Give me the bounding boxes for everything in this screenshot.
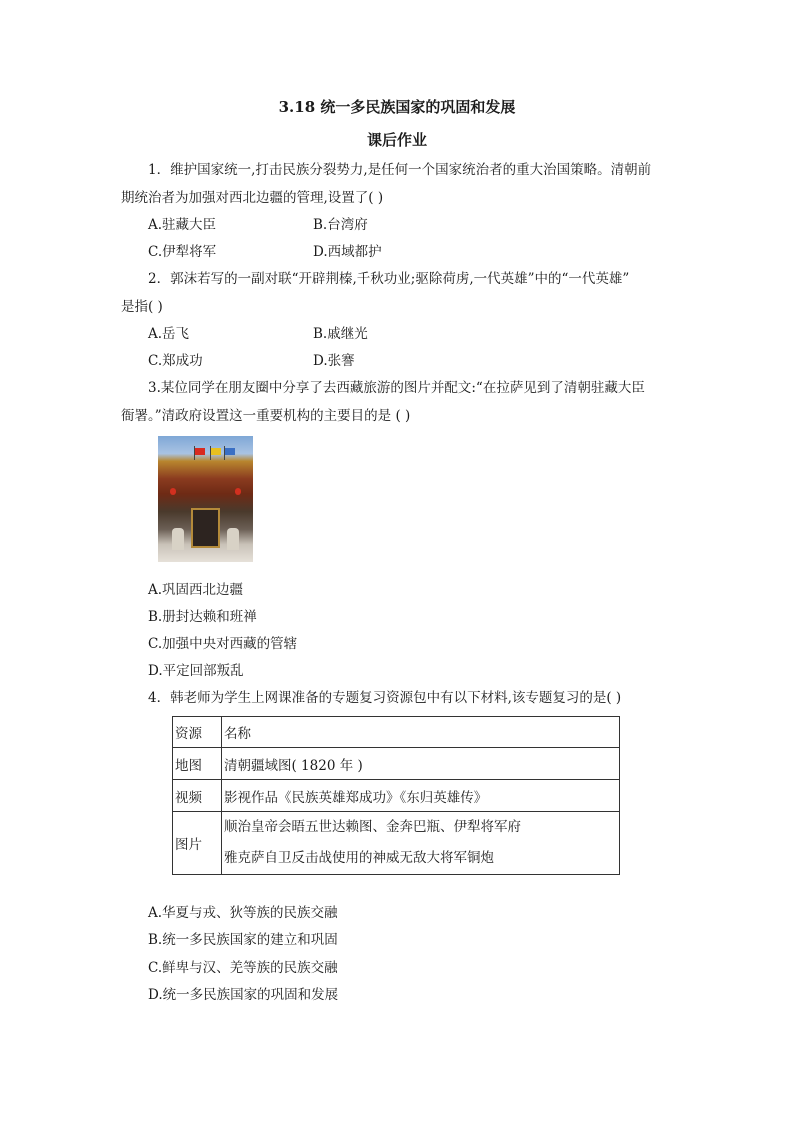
- question-2-option-b[interactable]: B.戚继光: [313, 326, 368, 342]
- question-2-option-a[interactable]: A.岳飞: [148, 326, 190, 342]
- question-3-option-c[interactable]: C.加强中央对西藏的管辖: [148, 636, 298, 652]
- question-4-option-b[interactable]: B.统一多民族国家的建立和巩固: [148, 932, 338, 948]
- question-4-line-1: 4．韩老师为学生上网课准备的专题复习资源包中有以下材料,该专题复习的是( ): [148, 690, 622, 706]
- question-3-option-b[interactable]: B.册封达赖和班禅: [148, 609, 257, 625]
- table-row: [173, 780, 620, 812]
- question-2-line-1: 2．郭沫若写的一副对联“开辟荆榛,千秋功业;驱除荷虏,一代英雄”中的“一代英雄”: [148, 271, 630, 287]
- page-title: 3.18 统一多民族国家的巩固和发展: [278, 98, 516, 116]
- question-3-option-d[interactable]: D.平定回部叛乱: [148, 663, 244, 679]
- table-cell-name: 影视作品《民族英雄郑成功》《东归英雄传》: [222, 780, 620, 812]
- question-2-option-d[interactable]: D.张謇: [313, 353, 355, 369]
- table-cell-type: 地图: [173, 748, 222, 780]
- page-subtitle: 课后作业: [366, 131, 427, 149]
- question-3-option-a[interactable]: A.巩固西北边疆: [148, 582, 244, 598]
- question-1-option-d[interactable]: D.西域都护: [313, 244, 382, 260]
- question-1-option-c[interactable]: C.伊犁将军: [148, 244, 217, 260]
- table-header-name: 名称: [222, 717, 620, 748]
- table-row: [173, 812, 620, 875]
- question-2-line-2: 是指( ): [121, 299, 163, 315]
- question-4-option-d[interactable]: D.统一多民族国家的巩固和发展: [148, 987, 339, 1003]
- question-4-option-c[interactable]: C.鲜卑与汉、羌等族的民族交融: [148, 960, 338, 976]
- residence-photo: [158, 436, 253, 562]
- table-header-row: [173, 717, 620, 748]
- question-3-line-2: 衙署。”清政府设置这一重要机构的主要目的是 ( ): [121, 408, 411, 424]
- table-cell-name: [222, 812, 620, 875]
- question-3-line-1: 3.某位同学在朋友圈中分享了去西藏旅游的图片并配文:“在拉萨见到了清朝驻藏大臣: [148, 380, 645, 396]
- question-1-option-b[interactable]: B.台湾府: [313, 217, 368, 233]
- table-cell-type: 图片: [173, 812, 222, 875]
- table-cell-name: 清朝疆域图( 1820 年 ): [222, 748, 620, 780]
- resource-table: [172, 716, 620, 875]
- table-cell-line: 雅克萨自卫反击战使用的神威无敌大将军铜炮: [224, 850, 494, 866]
- table-header-resource: 资源: [173, 717, 222, 748]
- table-row: [173, 748, 620, 780]
- table-cell-type: 视频: [173, 780, 222, 812]
- question-1-line-1: 1．维护国家统一,打击民族分裂势力,是任何一个国家统治者的重大治国策略。清朝前: [148, 162, 652, 178]
- question-1-line-2: 期统治者为加强对西北边疆的管理,设置了( ): [121, 190, 384, 206]
- question-4-option-a[interactable]: A.华夏与戎、狄等族的民族交融: [148, 905, 338, 921]
- question-2-option-c[interactable]: C.郑成功: [148, 353, 203, 369]
- question-1-option-a[interactable]: A.驻藏大臣: [148, 217, 217, 233]
- table-cell-line: 顺治皇帝会晤五世达赖图、金奔巴瓶、伊犁将军府: [224, 819, 521, 835]
